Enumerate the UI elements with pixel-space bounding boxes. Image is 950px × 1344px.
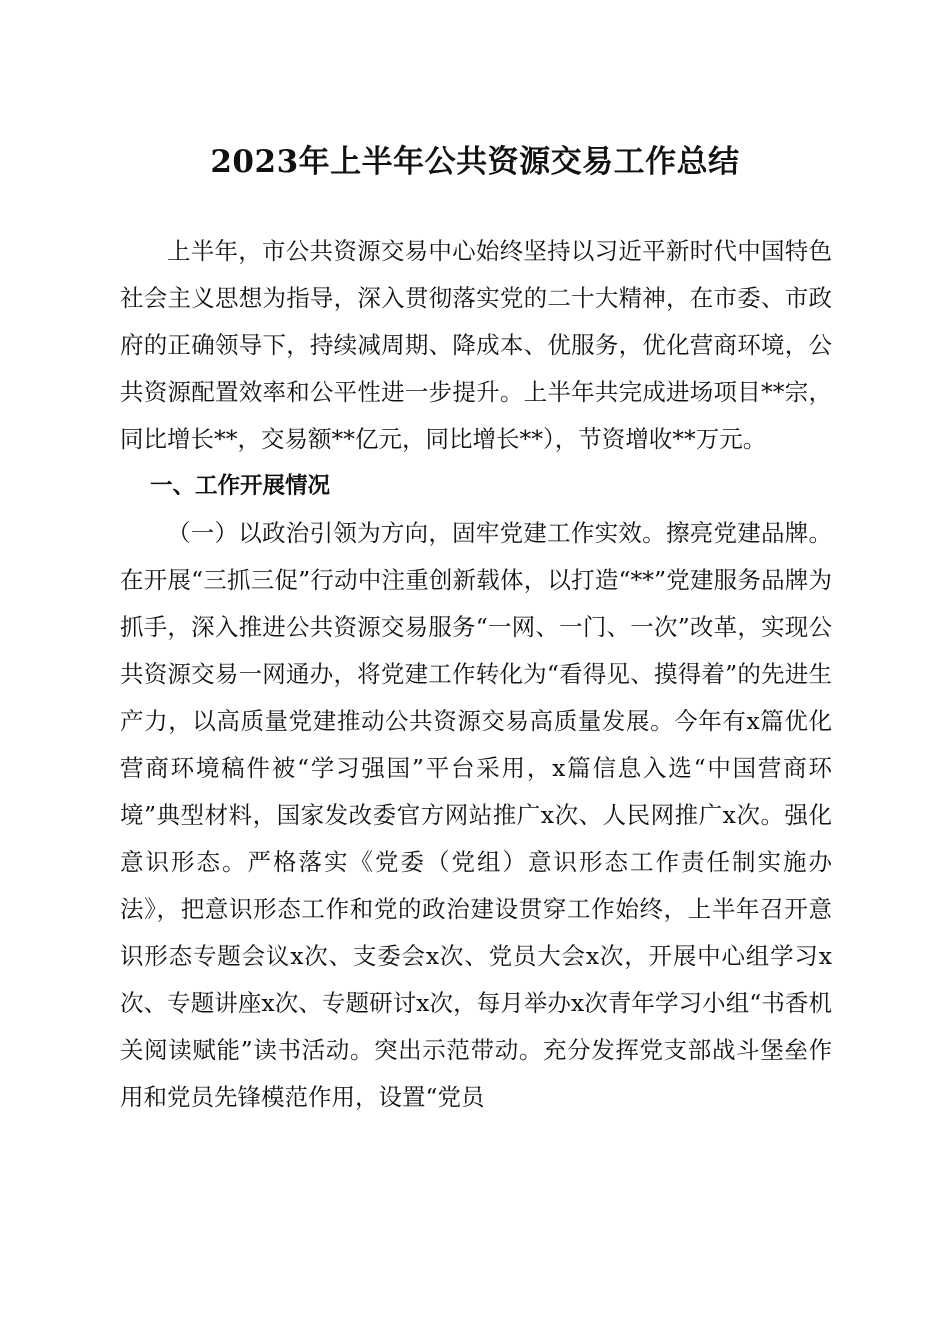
document-body xyxy=(120,228,832,1121)
section-heading: 一、工作开展情况 xyxy=(150,473,331,499)
document-title: 2023年上半年公共资源交易工作总结 xyxy=(210,144,740,180)
intro-paragraph: 上半年，市公共资源交易中心始终坚持以习近平新时代中国特色社会主义思想为指导，深入贯彻落实党的二十大精神，在市委、市政府的正确领导下，持续减周期、降成本、优服务，优化营商环境，公共资源配置效率和公平性进一步提升。上半年共完成进场项目**宗，同比增长**，交易额**亿元，同比增长**），节资增收**万元。 xyxy=(120,237,832,453)
section-paragraph: （一）以政治引领为方向，固牢党建工作实效。擦亮党建品牌。在开展“三抓三促”行动中注重创新载体，以打造“**”党建服务品牌为抓手，深入推进公共资源交易服务“一网、一门、一次”改革，实现公共资源交易一网通办，将党建工作转化为“看得见、摸得着”的先进生产力，以高质量党建推动公共资源交易高质量发展。今年有x篇优化营商环境稿件被“学习强国”平台采用，x篇信息入选“中国营商环境”典型材料，国家发改委官方网站推广x次、人民网推广x次。强化意识形态。严格落实《党委（党组）意识形态工作责任制实施办法》，把意识形态工作和党的政治建设贯穿工作始终，上半年召开意识形态专题会议x次、支委会x次、党员大会x次，开展中心组学习x次、专题讲座x次、专题研讨x次，每月举办x次青年学习小组“书香机关阅读赋能”读书活动。突出示范带动。充分发挥党支部战斗堡垒作用和党员先锋模范作用，设置“党员 xyxy=(120,519,832,1111)
